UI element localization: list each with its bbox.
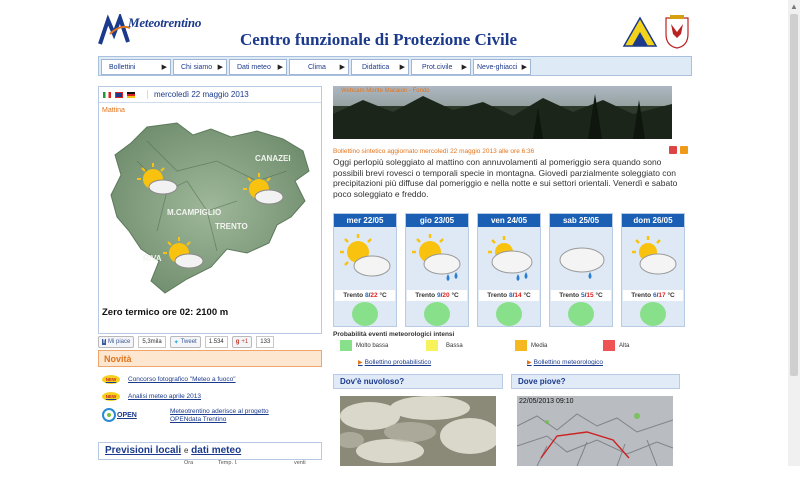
legend-swatch [515, 340, 527, 351]
italian-flag-icon[interactable] [103, 92, 111, 98]
local-forecast-link[interactable]: Previsioni locali [105, 445, 182, 456]
twitter-bird-icon: ✦ [173, 339, 179, 346]
day-label: dom 26/05 [622, 214, 684, 227]
sun-cloud-icon [340, 232, 392, 284]
day-temperature: Trento 8/22 °C [335, 290, 395, 301]
logo-text: Meteotrentino [128, 15, 202, 30]
sun-cloud-rain-icon [412, 232, 464, 284]
sun-cloud-rain-icon [484, 232, 536, 284]
main-nav [98, 56, 692, 76]
bulletin-text: Oggi perlopiù soleggiato al mattino con annuvolamenti al pomeriggio sera quando sono possibili brevi rovesci o temporali specie in montagna. Giovedì parzialmente soleggiato con precipitazioni più diffuse dal pomeriggio e nella notte e sui settori orientali. Venerdì e sabato poco soleggiato e freddo. [333, 157, 678, 199]
risk-indicator [496, 302, 522, 326]
legend-item: Alta [603, 340, 629, 351]
tweet-count: 1.534 [205, 336, 228, 348]
local-forecast-header: Previsioni locali e dati meteo [98, 442, 322, 460]
legend-swatch [603, 340, 615, 351]
day-label: sab 25/05 [550, 214, 612, 227]
webcam-caption: Webcam Monte Macaion - Fondo [341, 88, 430, 94]
forecast-days [333, 213, 685, 327]
civil-protection-emblem-icon [624, 18, 656, 46]
bulletin-title: Bollettino sintetico aggiornato mercoledì 22 maggio 2013 alle ore 6:36 [333, 148, 535, 155]
map-label-madonna-campiglio: M.CAMPIGLIO [167, 208, 222, 217]
weather-data-link[interactable]: dati meteo [191, 445, 242, 456]
today-map-panel [98, 86, 322, 334]
risk-indicator [640, 302, 666, 326]
day-temperature: Trento 6/17 °C [623, 290, 683, 301]
news-header: Novità [98, 350, 322, 367]
legend-item: Molto bassa [340, 340, 388, 351]
day-temperature: Trento 9/20 °C [407, 290, 467, 301]
webcam-image[interactable] [333, 86, 672, 139]
caret-right-icon: ▶ [399, 64, 405, 71]
cloud-panel-header: Dov'è nuvoloso? [333, 374, 503, 389]
nav-prot-civile[interactable]: Prot.civile ▶ [411, 59, 471, 75]
day-label: ven 24/05 [478, 214, 540, 227]
caret-right-icon: ▶ [217, 64, 223, 71]
freezing-level: Zero termico ore 02: 2100 m [102, 307, 229, 318]
map-label-trento: TRENTO [215, 222, 248, 231]
link-bollettino-meteorologico[interactable]: ▶ Bollettino meteorologico [527, 359, 603, 366]
like-count: 5,3mila [138, 336, 165, 348]
rss-icon[interactable] [680, 146, 688, 154]
google-plus-button[interactable]: g +1 [232, 336, 253, 348]
print-icon[interactable] [669, 146, 677, 154]
column-header: Ora [184, 460, 194, 466]
nav-bollettini[interactable]: Bollettini ▶ [101, 59, 171, 75]
emblems [622, 14, 692, 50]
cloud-rain-icon [556, 232, 608, 284]
day-temperature: Trento 8/14 °C [479, 290, 539, 301]
sun-cloud-icon [628, 232, 680, 284]
triangle-right-icon: ▶ [358, 360, 363, 366]
forecast-day-card[interactable] [477, 213, 541, 327]
legend-item: Media [515, 340, 547, 351]
map-label-canazei: CANAZEI [255, 154, 291, 163]
map-label-riva: RIVA [143, 254, 162, 263]
satellite-image[interactable] [340, 396, 496, 466]
social-bar [98, 335, 322, 349]
new-badge-icon: NEW [102, 392, 120, 401]
nav-clima[interactable]: Clima ▶ [289, 59, 349, 75]
vertical-scrollbar[interactable] [788, 0, 800, 466]
today-date: mercoledì 22 maggio 2013 [147, 90, 249, 99]
forecast-day-card[interactable] [405, 213, 469, 327]
news-item[interactable]: NEW Concorso fotografico "Meteo a fuoco" [102, 375, 236, 384]
bulletin-icons [669, 146, 688, 154]
news-item-opendata[interactable]: OPEN Meteotrentino aderisce al progetto OPENdata Trentino [102, 408, 269, 423]
link-bollettino-probabilistico[interactable]: ▶ Bollettino probabilistico [358, 359, 432, 366]
period-label: Mattina [102, 107, 125, 114]
nav-chi-siamo[interactable]: Chi siamo ▶ [173, 59, 227, 75]
scroll-up-icon[interactable]: ▲ [790, 2, 798, 11]
column-header: venti [294, 460, 306, 466]
day-label: gio 23/05 [406, 214, 468, 227]
forecast-day-card[interactable] [549, 213, 613, 327]
google-plus-count: 133 [256, 336, 274, 348]
radar-timestamp: 22/05/2013 09:10 [519, 398, 574, 405]
nav-neve-ghiacci[interactable]: Neve-ghiacci ▶ [473, 59, 531, 75]
english-flag-icon[interactable] [115, 92, 123, 98]
legend-swatch [340, 340, 352, 351]
province-coat-of-arms-icon [666, 15, 688, 48]
tweet-button[interactable]: ✦ Tweet [170, 336, 201, 348]
day-temperature: Trento 5/15 °C [551, 290, 611, 301]
google-plus-icon: g [235, 339, 240, 345]
legend-item: Bassa [426, 340, 463, 351]
facebook-like-button[interactable]: f Mi piace [98, 336, 134, 348]
forecast-day-card[interactable] [621, 213, 685, 327]
facebook-icon: f [103, 339, 105, 345]
trentino-map [107, 121, 315, 297]
caret-right-icon: ▶ [339, 64, 345, 71]
logo-mark-icon [98, 14, 132, 48]
meteotrentino-logo[interactable] [98, 14, 228, 48]
nav-didattica[interactable]: Didattica ▶ [351, 59, 409, 75]
nav-dati-meteo[interactable]: Dati meteo ▶ [229, 59, 287, 75]
legend-swatch [426, 340, 438, 351]
radar-image[interactable] [517, 396, 673, 466]
language-bar [99, 87, 321, 103]
rain-panel-header: Dove piove? [511, 374, 680, 389]
news-item[interactable]: NEW Analisi meteo aprile 2013 [102, 392, 201, 401]
caret-right-icon: ▶ [461, 64, 467, 71]
site-title: Centro funzionale di Protezione Civile [240, 30, 518, 49]
new-badge-icon: NEW [102, 375, 120, 384]
risk-indicator [568, 302, 594, 326]
german-flag-icon[interactable] [127, 92, 135, 98]
risk-indicator [352, 302, 378, 326]
scrollbar-thumb[interactable] [790, 14, 798, 376]
risk-legend-title: Probabilità eventi meteorologici intensi [333, 331, 455, 338]
opendata-logo-icon: OPEN [102, 408, 162, 422]
risk-indicator [424, 302, 450, 326]
caret-right-icon: ▶ [161, 64, 167, 71]
day-label: mer 22/05 [334, 214, 396, 227]
column-header: Temp. I. [218, 460, 238, 466]
caret-right-icon: ▶ [277, 64, 283, 71]
bottom-bar [0, 466, 800, 484]
forecast-day-card[interactable] [333, 213, 397, 327]
triangle-right-icon: ▶ [527, 360, 532, 366]
caret-right-icon: ▶ [521, 64, 527, 71]
